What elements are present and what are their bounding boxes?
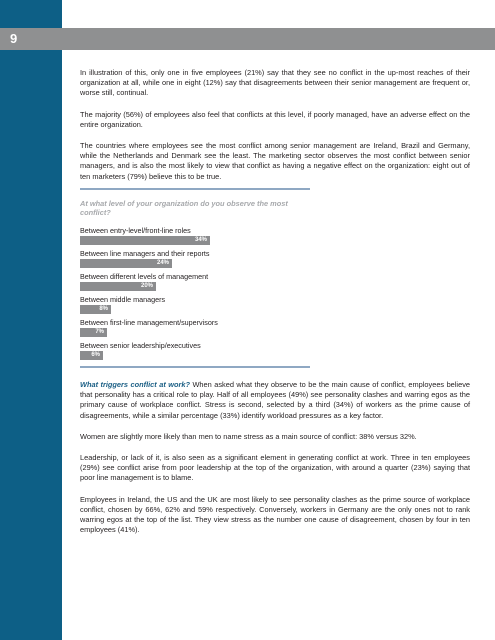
paragraph: Employees in Ireland, the US and the UK are most likely to see personality clashes as the prime source of workplace conflict, chosen by 66%, 62% and 59% respectively. Conversely, workers in Germany are the only ones not to rank warring egos at the top of the list. They view stress as the number one cause of disagreement, chosen by four in ten employees (41%).: [80, 494, 470, 535]
section-lead: What triggers conflict at work?: [80, 380, 190, 389]
value-label: 6%: [91, 352, 100, 358]
body-text: [80, 380, 470, 546]
paragraph: Women are slightly more likely than men to name stress as a main source of conflict: 38% versus 32%.: [80, 431, 417, 441]
value-label: 34%: [194, 237, 207, 243]
chart-top-rule: [80, 188, 310, 190]
value-label: 7%: [95, 329, 104, 335]
intro-text: [80, 68, 470, 193]
bar: [80, 282, 156, 291]
category-label: Between different levels of management: [80, 272, 209, 281]
value-label: 8%: [99, 306, 108, 312]
chart-row: [80, 341, 312, 360]
category-label: Between senior leadership/executives: [80, 341, 201, 350]
chart-title: At what level of your organization do you observe the most conflict?: [80, 199, 288, 217]
chart-bottom-rule: [80, 366, 310, 368]
category-label: Between line managers and their reports: [80, 249, 210, 258]
chart-row: [80, 295, 312, 314]
paragraph: Leadership, or lack of it, is also seen as a significant element in generating conflict at work. Three in ten employees (29%) see conflict arise from poor leadership at the top of the organization, with around a quarter (23%) saying that poor line management is to blame.: [80, 453, 470, 483]
page-number: 9: [10, 31, 18, 46]
bar: [80, 305, 111, 314]
category-label: Between middle managers: [80, 295, 166, 304]
paragraph: In illustration of this, only one in five employees (21%) say that they see no conflict in the up-most reaches of their organization at all, while one in eight (12%) say that disagreements between their senior management are frequent or, worse still, continual.: [80, 68, 470, 98]
paragraph: [80, 380, 470, 421]
chart-row: [80, 226, 312, 245]
page-header-band: [0, 28, 495, 50]
bar: [80, 259, 172, 268]
value-label: 24%: [156, 260, 169, 266]
conflict-level-chart: [80, 188, 312, 368]
bar: [80, 236, 210, 245]
bar: [80, 328, 107, 337]
chart-rows: [80, 226, 312, 360]
chart-row: [80, 318, 312, 337]
left-sidebar-band: [0, 0, 62, 640]
chart-row: [80, 272, 312, 291]
chart-row: [80, 249, 312, 268]
category-label: Between first-line management/supervisors: [80, 318, 218, 327]
value-label: 20%: [140, 283, 153, 289]
paragraph: The majority (56%) of employees also feel that conflicts at this level, if poorly managed, have an adverse effect on the entire organization.: [80, 109, 470, 129]
paragraph: The countries where employees see the most conflict among senior management are Ireland, Brazil and Germany, while the Netherlands and Denmark see the least. The marketing sector observes the most conflict between senior managers, and is also the most likely to view that conflict as having a negative effect on the organization: eight out of ten marketers (79%) believe this to be true.: [80, 141, 470, 181]
paragraph-text: When asked what they observe to be the main cause of conflict, employees believe that personality has a critical role to play. Half of all employees (49%) see personality clashes and warring egos as the primary cause of workplace conflict. Stress is second, selected by a third (34%) of workers as the prime cause of disagreements, while a similar percentage (33%) identify workload pressures as a key factor.: [80, 380, 470, 420]
bar: [80, 351, 103, 360]
category-label: Between entry-level/front-line roles: [80, 226, 191, 235]
